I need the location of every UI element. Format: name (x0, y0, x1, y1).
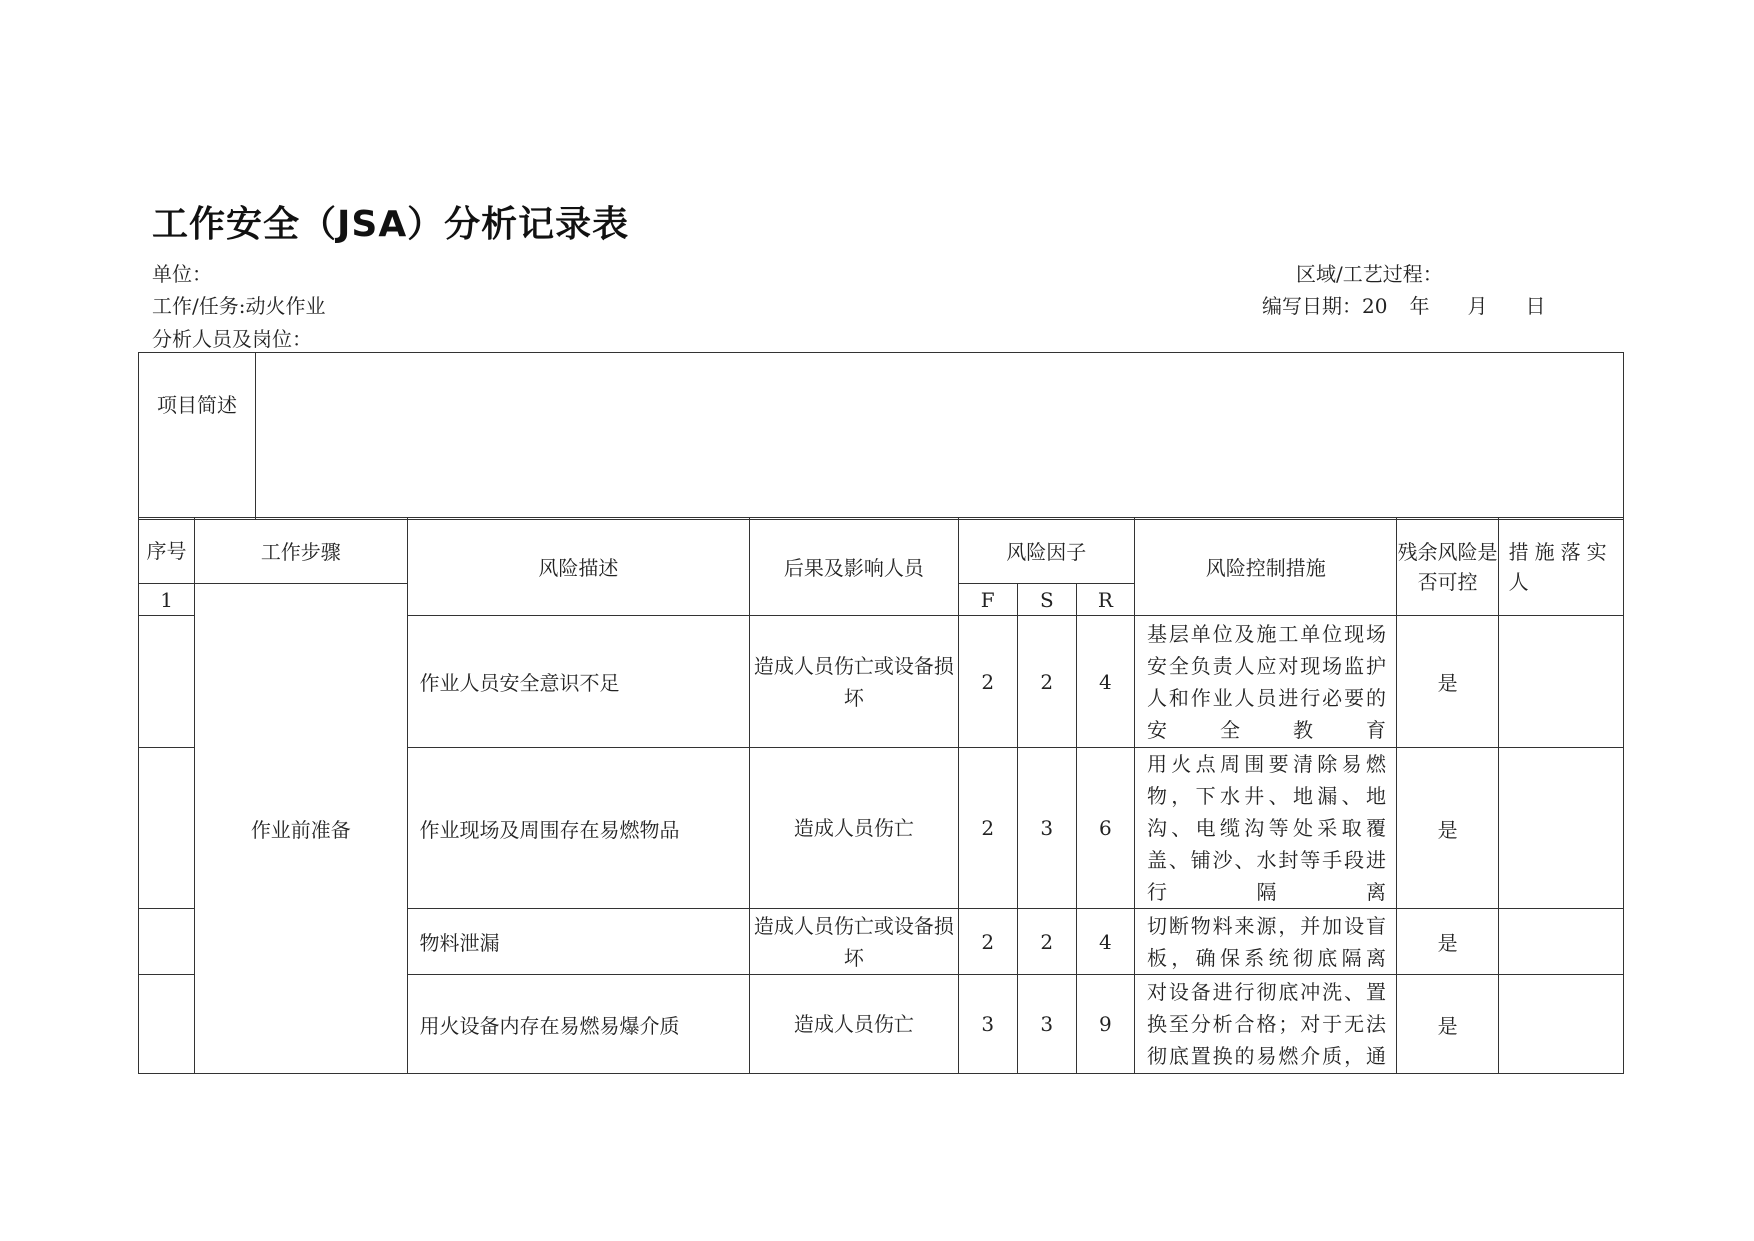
residual-cell: 是 (1397, 909, 1498, 975)
page-title: 工作安全（JSA）分析记录表 (152, 204, 630, 245)
unit-label: 单位： (152, 262, 212, 286)
summary-label: 项目简述 (139, 353, 256, 520)
seq-cell-empty (139, 909, 195, 975)
control-cell: 用火点周围要清除易燃物，下水井、地漏、地沟、电缆沟等处采取覆盖、铺沙、水封等手段进行隔离 (1134, 748, 1397, 909)
date-month-label: 月 (1467, 294, 1488, 318)
date-label: 编写日期：20 (1262, 294, 1388, 318)
s-cell: 3 (1017, 975, 1076, 1074)
summary-content[interactable] (256, 353, 1624, 520)
header-f: F (958, 584, 1017, 616)
residual-cell: 是 (1397, 748, 1498, 909)
implementer-cell[interactable] (1498, 909, 1623, 975)
seq-cell: 1 (139, 584, 195, 616)
header-residual: 残余风险是否可控 (1397, 518, 1498, 616)
r-cell: 4 (1076, 616, 1134, 748)
residual-cell: 是 (1397, 975, 1498, 1074)
consequence-cell: 造成人员伤亡或设备损坏 (750, 909, 958, 975)
f-cell: 2 (958, 748, 1017, 909)
control-text: 对设备进行彻底冲洗、置换至分析合格；对于无法彻底置换的易燃介质，通 (1146, 980, 1387, 1068)
implementer-cell[interactable] (1498, 616, 1623, 748)
consequence-cell: 造成人员伤亡 (750, 748, 958, 909)
date-year-label: 年 (1409, 294, 1430, 318)
r-cell: 6 (1076, 748, 1134, 909)
f-cell: 3 (958, 975, 1017, 1074)
header-step: 工作步骤 (195, 518, 407, 584)
seq-cell-empty (139, 616, 195, 748)
header-risk-factors: 风险因子 (958, 518, 1134, 584)
r-cell: 4 (1076, 909, 1134, 975)
project-summary-table (138, 352, 1624, 520)
f-cell: 2 (958, 909, 1017, 975)
consequence-cell: 造成人员伤亡或设备损坏 (750, 616, 958, 748)
area-label: 区域/工艺过程： (1296, 262, 1443, 286)
table-header-row (139, 518, 1624, 584)
risk-cell: 作业现场及周围存在易燃物品 (407, 748, 750, 909)
implementer-cell[interactable] (1498, 975, 1623, 1074)
s-cell: 3 (1017, 748, 1076, 909)
control-cell: 基层单位及施工单位现场安全负责人应对现场监护人和作业人员进行必要的安全教育 (1134, 616, 1397, 748)
header-s: S (1017, 584, 1076, 616)
task-label: 工作/任务:动火作业 (152, 294, 326, 318)
seq-cell-empty (139, 975, 195, 1074)
consequence-cell: 造成人员伤亡 (750, 975, 958, 1074)
f-cell: 2 (958, 616, 1017, 748)
header-control: 风险控制措施 (1134, 518, 1397, 616)
s-cell: 2 (1017, 909, 1076, 975)
header-consequence: 后果及影响人员 (750, 518, 958, 616)
r-cell: 9 (1076, 975, 1134, 1074)
header-risk: 风险描述 (407, 518, 750, 616)
step-cell: 作业前准备 (195, 584, 407, 1074)
header-implementer: 措施落实人 (1498, 518, 1623, 616)
risk-cell: 用火设备内存在易燃易爆介质 (407, 975, 750, 1074)
control-cell (1134, 975, 1397, 1074)
seq-cell-empty (139, 748, 195, 909)
risk-cell: 作业人员安全意识不足 (407, 616, 750, 748)
risk-cell: 物料泄漏 (407, 909, 750, 975)
residual-cell: 是 (1397, 616, 1498, 748)
date-day-label: 日 (1525, 294, 1546, 318)
header-seq: 序号 (139, 518, 195, 584)
date-line (1262, 290, 1545, 319)
s-cell: 2 (1017, 616, 1076, 748)
analyst-label: 分析人员及岗位： (152, 327, 312, 351)
control-cell: 切断物料来源，并加设盲板，确保系统彻底隔离 (1134, 909, 1397, 975)
header-r: R (1076, 584, 1134, 616)
jsa-table (138, 517, 1624, 1074)
implementer-cell[interactable] (1498, 748, 1623, 909)
